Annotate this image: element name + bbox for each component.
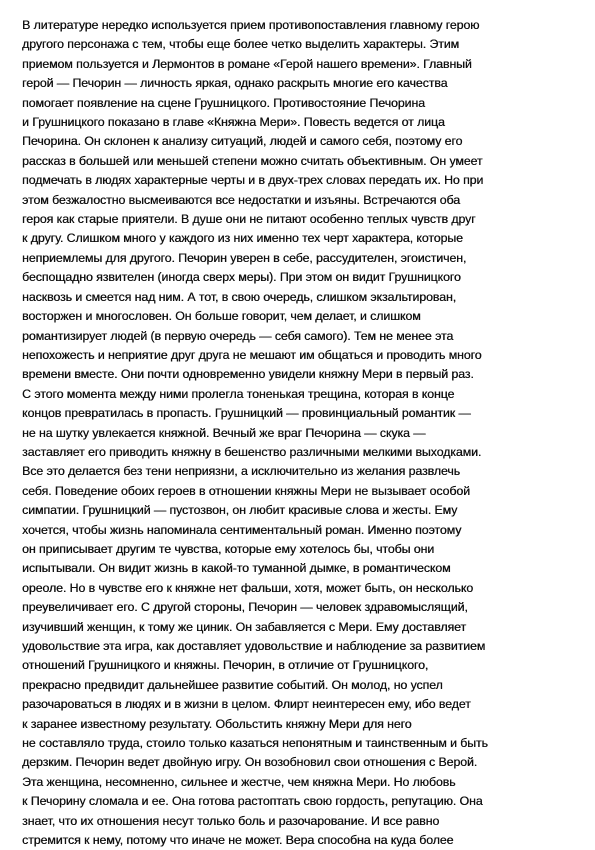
- text-line: преувеличивает его. С другой стороны, Печорин — человек здравомыслящий,: [22, 600, 468, 615]
- text-line: заставляет его приводить княжну в бешенство различными мелкими выходками.: [22, 444, 482, 459]
- text-line: к Печорину сломала и ее. Она готова растоптать свою гордость, репутацию. Она: [22, 794, 483, 809]
- text-line: рассказ в большей или меньшей степени можно считать объективным. Он умеет: [22, 153, 483, 168]
- text-line: этом безжалостно высмеиваются все недостатки и изъяны. Встречаются оба: [22, 192, 460, 207]
- text-line: знает, что их отношения несут только боль и разочарование. И все равно: [22, 813, 440, 828]
- text-line: удовольствие эта игра, как доставляет удовольствие и наблюдение за развитием: [22, 639, 486, 653]
- text-line: испытывали. Он видит жизнь в какой-то туманной дымке, в романтическом: [22, 561, 451, 576]
- text-line: другого персонажа с тем, чтобы еще более четко выделить характеры. Этим: [22, 37, 459, 52]
- text-line: В литературе нередко используется прием противопоставления главному герою: [22, 18, 480, 32]
- text-line: себя. Поведение обоих героев в отношении княжны Мери не вызывает особой: [22, 483, 470, 498]
- text-line: он приписывает другим те чувства, которые ему хотелось бы, чтобы они: [22, 541, 435, 556]
- text-line: и Грушницкого показано в главе «Княжна Мери». Повесть ведется от лица: [22, 115, 445, 130]
- text-line: герой — Печорин — личность яркая, однако раскрыть многие его качества: [22, 76, 448, 91]
- text-line: времени вместе. Они почти одновременно увидели княжну Мери в первый раз.: [22, 367, 474, 382]
- text-line: хочется, чтобы жизнь напоминала сентиментальный роман. Именно поэтому: [22, 522, 462, 537]
- text-line: Печорина. Он склонен к анализу ситуаций, людей и самого себя, поэтому его: [22, 134, 463, 149]
- text-line: дерзким. Печорин ведет двойную игру. Он возобновил свои отношения с Верой.: [22, 755, 478, 770]
- text-line: приемом пользуется и Лермонтов в романе «Герой нашего времени». Главный: [22, 56, 472, 71]
- text-line: помогает появление на сцене Грушницкого. Противостояние Печорина: [22, 95, 425, 110]
- text-line: разочароваться в людях и в жизни в целом. Флирт неинтересен ему, ибо ведет: [22, 697, 471, 712]
- text-line: стремится к нему, потому что иначе не может. Вера способна на куда более: [22, 833, 454, 848]
- text-line: Все это делается без тени неприязни, а исключительно из желания развлечь: [22, 464, 460, 479]
- text-line: подмечать в людях характерные черты и в двух-трех словах передать их. Но при: [22, 173, 484, 188]
- text-line: отношений Грушницкого и княжны. Печорин, в отличие от Грушницкого,: [22, 658, 429, 673]
- text-line: беспощадно язвителен (иногда сверх меры). При этом он видит Грушницкого: [22, 270, 461, 285]
- text-line: изучивший женщин, к тому же циник. Он забавляется с Мери. Ему доставляет: [22, 619, 466, 634]
- text-line: ореоле. Но в чувстве его к княжне нет фальши, хотя, может быть, он несколько: [22, 580, 474, 595]
- text-line: неприемлемы для другого. Печорин уверен в себе, рассудителен, эгоистичен,: [22, 250, 467, 265]
- text-line: прекрасно предвидит дальнейшее развитие событий. Он молод, но успел: [22, 677, 443, 692]
- text-line: насквозь и смеется над ним. А тот, в свою очередь, слишком экзальтирован,: [22, 289, 456, 304]
- text-line: восторжен и многословен. Он больше говорит, чем делает, и слишком: [22, 309, 421, 324]
- text-line: к другу. Слишком много у каждого из них именно тех черт характера, которые: [22, 231, 463, 246]
- text-line: романтизирует людей (в первую очередь — себя самого). Тем не менее эта: [22, 328, 454, 343]
- text-line: не на шутку увлекается княжной. Вечный же враг Печорина — скука —: [22, 425, 426, 440]
- text-line: непохожесть и неприятие друг друга не мешают им общаться и проводить много: [22, 347, 482, 362]
- text-line: концов превратилась в пропасть. Грушницкий — провинциальный романтик —: [22, 406, 471, 421]
- text-line: Эта женщина, несомненно, сильнее и жестче, чем княжна Мери. Но любовь: [22, 774, 456, 789]
- document-page: [22, 16, 580, 850]
- text-line: С этого момента между ними пролегла тоненькая трещина, которая в конце: [22, 386, 455, 401]
- text-line: не составляло труда, стоило только казаться непонятным и таинственным и быть: [22, 736, 488, 751]
- text-line: к заранее известному результату. Обольстить княжну Мери для него: [22, 716, 412, 731]
- text-line: героя как старые приятели. В душе они не питают особенно теплых чувств друг: [22, 212, 476, 227]
- text-line: симпатии. Грушницкий — пустозвон, он любит красивые слова и жесты. Ему: [22, 503, 458, 518]
